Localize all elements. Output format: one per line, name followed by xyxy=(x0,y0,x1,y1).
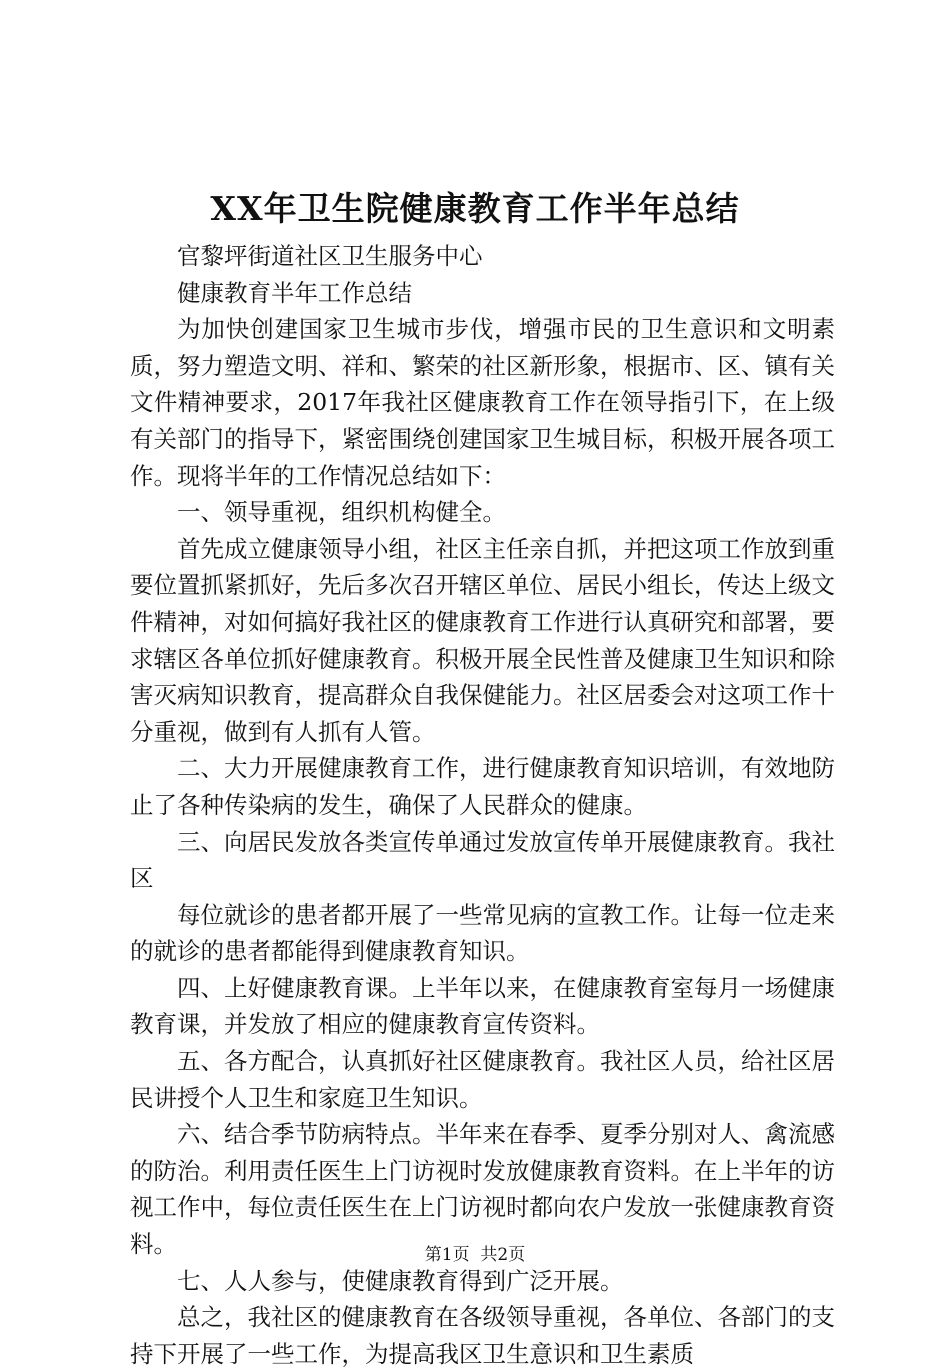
paragraph-section-3: 三、向居民发放各类宣传单通过发放宣传单开展健康教育。我社区 xyxy=(130,827,835,893)
paragraph-section-5: 五、各方配合，认真抓好社区健康教育。我社区人员，给社区居民讲授个人卫生和家庭卫生知识。 xyxy=(130,1047,835,1112)
paragraph-organization: 官黎坪街道社区卫生服务中心 xyxy=(177,242,483,270)
document-title: XX年卫生院健康教育工作半年总结 xyxy=(210,189,740,228)
page-number-footer: 第1页 共2页 xyxy=(424,1245,526,1265)
paragraph-section-2: 二、大力开展健康教育工作，进行健康教育知识培训，有效地防止了各种传染病的发生，确保了人民群众的健康。 xyxy=(130,754,835,819)
paragraph-section-6: 六、结合季节防病特点。半年来在春季、夏季分别对人、禽流感的防治。利用责任医生上门访视时发放健康教育资料。在上半年的访视工作中，每位责任医生在上门访视时都向农户发放一张健康教育资料。 xyxy=(130,1120,835,1259)
document-body xyxy=(130,238,835,1372)
paragraph-section-1-heading: 一、领导重视，组织机构健全。 xyxy=(177,498,506,527)
paragraph-intro: 为加快创建国家卫生城市步伐，增强市民的卫生意识和文明素质，努力塑造文明、祥和、繁荣的社区新形象，根据市、区、镇有关文件精神要求，2017年我社区健康教育工作在领导指引下，在上级有关部门的指导下，紧密围绕创建国家卫生城目标，积极开展各项工作。现将半年的工作情况总结如下： xyxy=(130,315,835,490)
paragraph-section-3-body: 每位就诊的患者都开展了一些常见病的宣教工作。让每一位走来的就诊的患者都能得到健康教育知识。 xyxy=(130,900,835,966)
paragraph-subtitle: 健康教育半年工作总结 xyxy=(177,278,412,307)
paragraph-conclusion: 总之，我社区的健康教育在各级领导重视，各单位、各部门的支持下开展了一些工作，为提高我区卫生意识和卫生素质 xyxy=(130,1303,835,1368)
paragraph-section-7: 七、人人参与，使健康教育得到广泛开展。 xyxy=(177,1266,624,1295)
paragraph-section-1-body: 首先成立健康领导小组，社区主任亲自抓，并把这项工作放到重要位置抓紧抓好，先后多次召开辖区单位、居民小组长，传达上级文件精神，对如何搞好我社区的健康教育工作进行认真研究和部署，要求辖区各单位抓好健康教育。积极开展全民性普及健康卫生知识和除害灭病知识教育，提高群众自我保健能力。社区居委会对这项工作十分重视，做到有人抓有人管。 xyxy=(130,534,835,746)
paragraph-section-4: 四、上好健康教育课。上半年以来，在健康教育室每月一场健康教育课，并发放了相应的健康教育宣传资料。 xyxy=(130,973,835,1039)
